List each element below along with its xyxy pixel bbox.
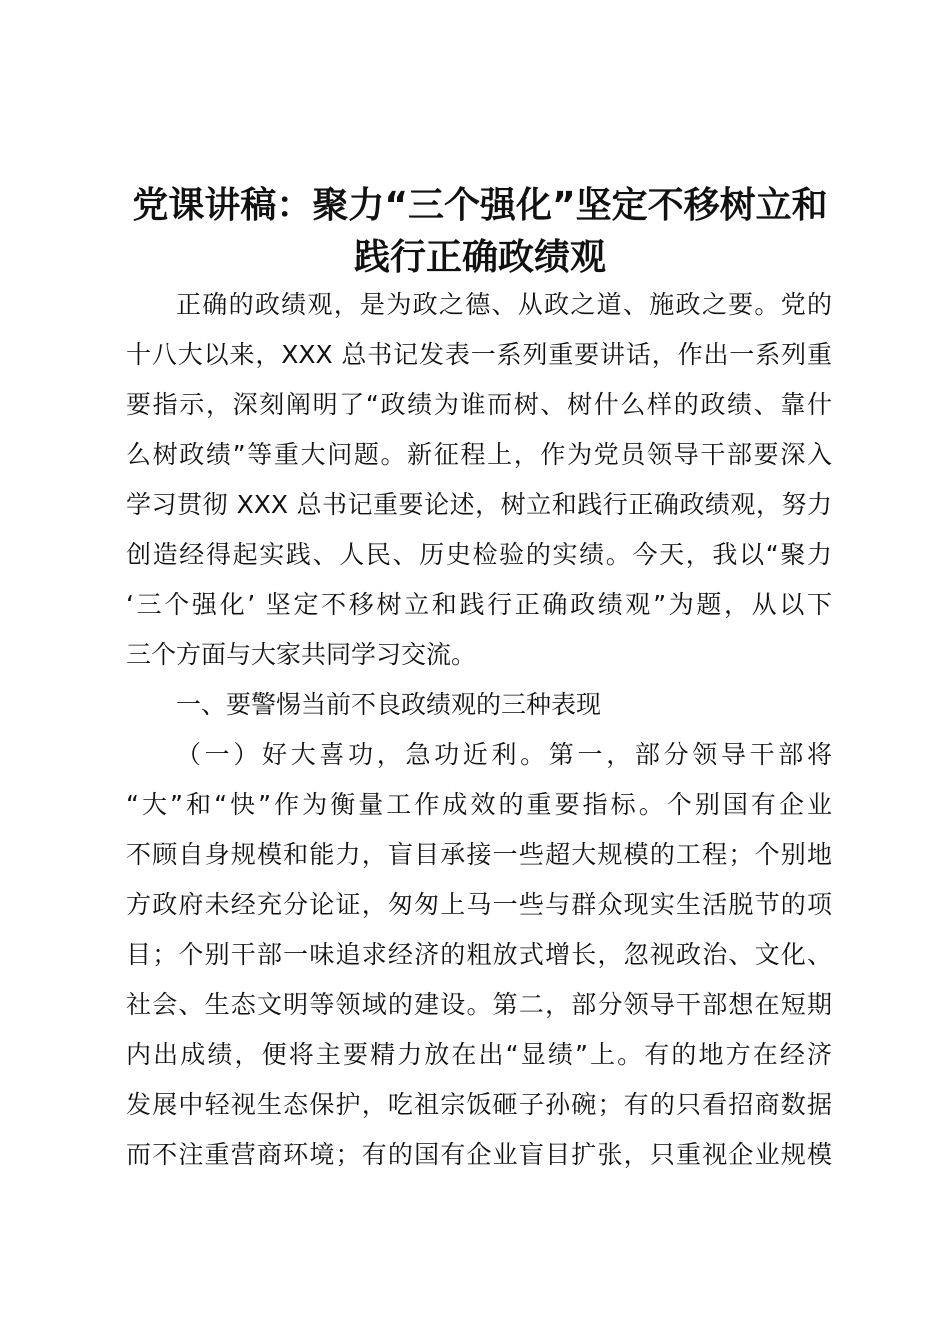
text-line: 创造经得起实践、人民、历史检验的实绩。今天，我以“聚力 xyxy=(126,540,832,569)
text-line: 内出成绩，便将主要精力放在出“显绩”上。有的地方在经济 xyxy=(126,1040,832,1069)
text-line: 发展中轻视生态保护，吃祖宗饭砸子孙碗；有的只看招商数据 xyxy=(126,1090,832,1119)
text-line: 学习贯彻 XXX 总书记重要论述，树立和践行正确政绩观，努力 xyxy=(126,490,832,519)
document-body xyxy=(126,280,832,1180)
text-line: 三个方面与大家共同学习交流。 xyxy=(126,640,477,669)
text-line: 方政府未经充分论证，匆匆上马一些与群众现实生活脱节的项 xyxy=(126,890,832,919)
heading-line: 一、要警惕当前不良政绩观的三种表现 xyxy=(176,690,602,719)
document-title xyxy=(120,180,840,284)
text-line: 要指示，深刻阐明了“政绩为谁而树、树什么样的政绩、靠什 xyxy=(126,390,832,419)
text-line: 而不注重营商环境；有的国有企业盲目扩张，只重视企业规模 xyxy=(126,1140,832,1169)
text-line: “大”和“快”作为衡量工作成效的重要指标。个别国有企业 xyxy=(126,790,832,819)
text-line: 目；个别干部一味追求经济的粗放式增长，忽视政治、文化、 xyxy=(126,940,832,969)
text-line: 十八大以来，XXX 总书记发表一系列重要讲话，作出一系列重 xyxy=(126,340,832,369)
title-line: 党课讲稿：聚力“三个强化”坚定不移树立和 xyxy=(132,185,828,226)
text-line: 不顾自身规模和能力，盲目承接一些超大规模的工程；个别地 xyxy=(126,840,832,869)
text-line: 社会、生态文明等领域的建设。第二，部分领导干部想在短期 xyxy=(126,990,832,1019)
text-line: 正确的政绩观，是为政之德、从政之道、施政之要。党的 xyxy=(176,290,832,319)
text-line: （一）好大喜功，急功近利。第一，部分领导干部将 xyxy=(176,740,832,769)
title-line: 践行正确政绩观 xyxy=(353,237,606,278)
section-heading xyxy=(126,680,832,730)
text-line: ‘三个强化’ 坚定不移树立和践行正确政绩观”为题，从以下 xyxy=(126,590,832,619)
text-line: 么树政绩”等重大问题。新征程上，作为党员领导干部要深入 xyxy=(126,440,832,469)
paragraph-section-1 xyxy=(126,730,832,1180)
paragraph-intro xyxy=(126,280,832,680)
